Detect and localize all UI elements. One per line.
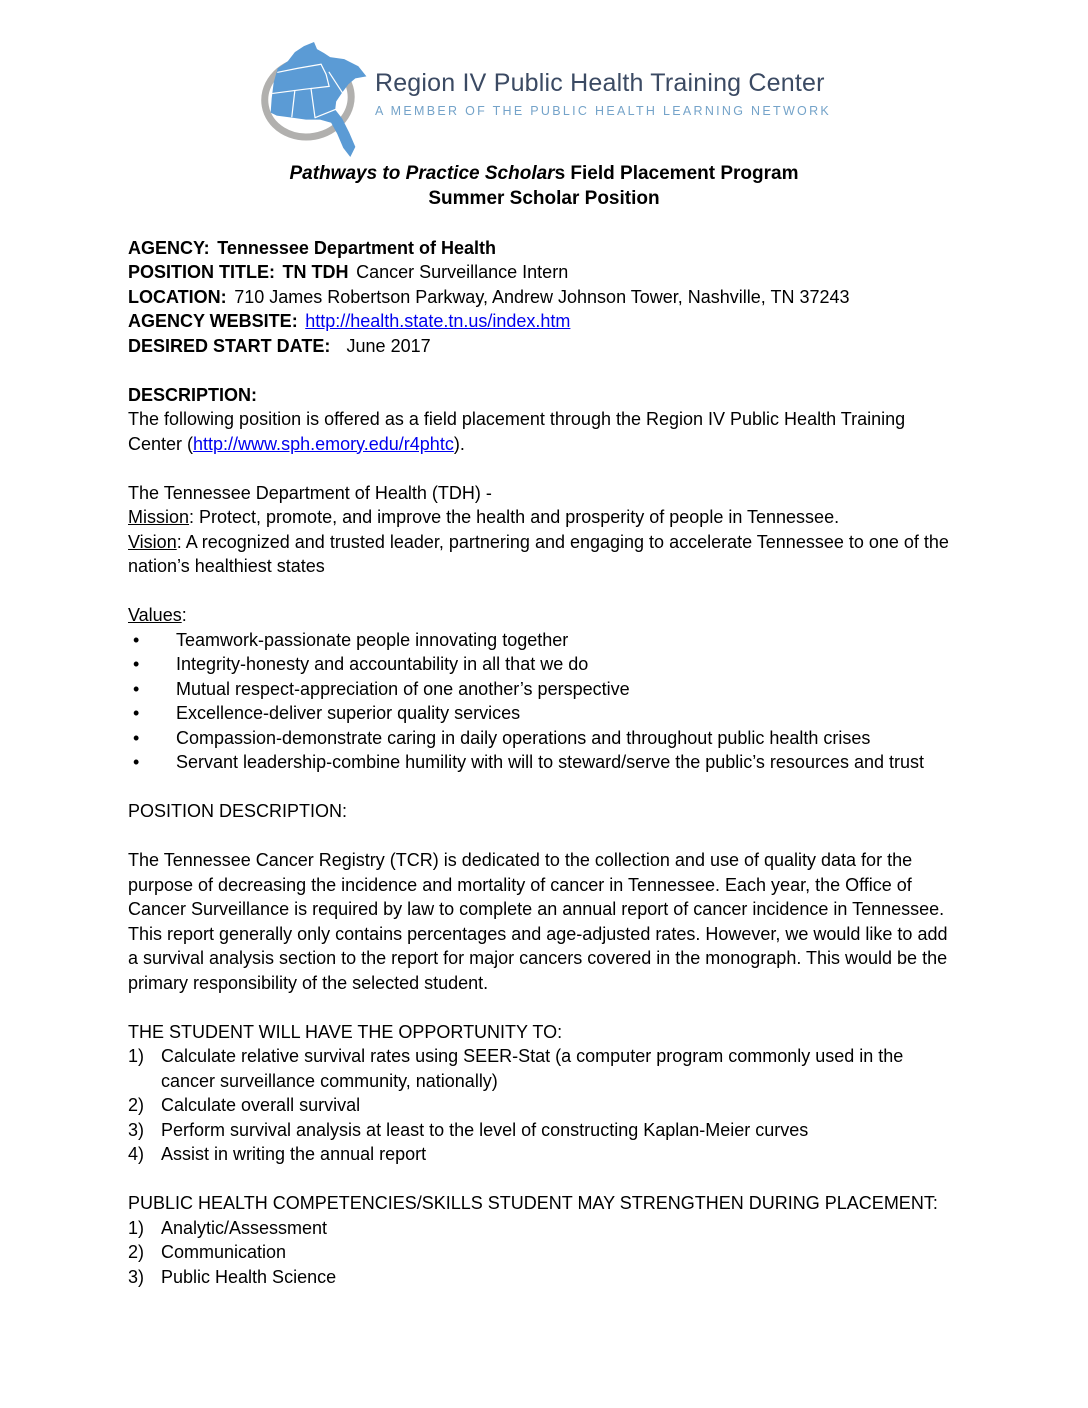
- value-item: [128, 750, 960, 775]
- item-text: Public Health Science: [161, 1266, 337, 1287]
- item-number: 1): [128, 1046, 145, 1066]
- values-list: [128, 628, 960, 775]
- start-date-value: June 2017: [346, 335, 431, 356]
- doc-title-program-name: Pathways to Practice Scholar: [289, 163, 555, 184]
- r4phtc-link[interactable]: http://www.sph.emory.edu/r4phtc: [193, 433, 454, 454]
- opportunity-item: [128, 1118, 960, 1143]
- item-text: Assist in writing the annual report: [161, 1144, 427, 1164]
- value-item-text: Compassion-demonstrate caring in daily operations and throughout public health crises: [176, 727, 871, 748]
- vision-text: : A recognized and trusted leader, partnering and engaging to accelerate Tennessee to one of the nation’s healthiest states: [128, 531, 949, 576]
- logo-subtitle: A MEMBER OF THE PUBLIC HEALTH LEARNING NETWORK: [374, 103, 832, 118]
- value-item-text: Integrity-honesty and accountability in all that we do: [176, 654, 589, 674]
- item-text: Perform survival analysis at least to the level of constructing Kaplan-Meier curves: [161, 1119, 809, 1140]
- location-line: [128, 285, 960, 310]
- value-item: [128, 701, 960, 726]
- values-heading-line: [128, 603, 960, 628]
- value-item: [128, 628, 960, 653]
- description-text-before-link: The following position is offered as a field placement through the Region IV Public Health Training Center (: [128, 409, 906, 454]
- doc-title-line1: [128, 162, 960, 187]
- competency-item: [128, 1240, 960, 1265]
- agency-line: [128, 236, 960, 261]
- competencies-list: [128, 1216, 960, 1290]
- opportunity-item: [128, 1142, 960, 1167]
- agency-value: Tennessee Department of Health: [217, 237, 496, 258]
- value-item: [128, 726, 960, 751]
- location-value: 710 James Robertson Parkway, Andrew Johnson Tower, Nashville, TN 37243: [234, 286, 850, 307]
- item-number: 1): [128, 1217, 145, 1238]
- position-title-value: Cancer Surveillance Intern: [356, 262, 569, 282]
- item-number: 4): [128, 1144, 145, 1164]
- item-number: 3): [128, 1266, 145, 1287]
- location-label: LOCATION:: [128, 286, 227, 307]
- description-text-after-link: ).: [453, 433, 465, 454]
- start-date-label: DESIRED START DATE:: [128, 335, 331, 356]
- competency-item: [128, 1216, 960, 1241]
- agency-website-line: [128, 309, 960, 334]
- position-description-paragraph: The Tennessee Cancer Registry (TCR) is dedicated to the collection and use of quality data for the purpose of decreasing the incidence and mortality of cancer in Tennessee. Each year, the Office of Cancer Surveillance is required by law to complete an annual report of cancer incidence in Tennessee. This report generally only contains percentages and age-adjusted rates. However, we would like to add a survival analysis section to the report for major cancers covered in the monograph. This would be the primary responsibility of the selected student.: [128, 850, 948, 993]
- agency-website-label: AGENCY WEBSITE:: [128, 311, 298, 331]
- document-body: [128, 162, 960, 1289]
- item-text: Calculate relative survival rates using SEER-Stat (a computer program commonly used in the cancer surveillance community, nationally): [161, 1046, 904, 1091]
- start-date-line: [128, 334, 960, 359]
- values-heading-colon: :: [181, 605, 187, 625]
- opportunity-item: [128, 1044, 960, 1093]
- logo-text-block: [375, 36, 831, 118]
- value-item: [128, 652, 960, 677]
- description-paragraph: [128, 407, 960, 456]
- position-description-heading: POSITION DESCRIPTION:: [128, 801, 348, 821]
- value-item-text: Mutual respect-appreciation of one another’s perspective: [176, 678, 630, 699]
- value-item-text: Teamwork-passionate people innovating together: [176, 629, 569, 650]
- values-heading: Values: [128, 605, 182, 625]
- competencies-heading: PUBLIC HEALTH COMPETENCIES/SKILLS STUDENT MAY STRENGTHEN DURING PLACEMENT:: [128, 1193, 938, 1213]
- vision-line: [128, 530, 960, 579]
- mission-line: [128, 505, 960, 530]
- opportunities-list: [128, 1044, 960, 1167]
- item-number: 3): [128, 1119, 145, 1140]
- tdh-intro-line: The Tennessee Department of Health (TDH) -: [128, 482, 492, 503]
- logo-title: Region IV Public Health Training Center: [374, 69, 825, 97]
- southeast-us-region-map-icon: [257, 36, 369, 162]
- item-text: Communication: [161, 1242, 287, 1262]
- opportunity-item: [128, 1093, 960, 1118]
- vision-label: Vision: [128, 531, 177, 552]
- description-heading: DESCRIPTION:: [128, 384, 258, 405]
- position-title-line: [128, 260, 960, 285]
- position-title-bold: TN TDH: [282, 262, 349, 282]
- mission-label: Mission: [128, 507, 190, 527]
- doc-title-line1-rest: s Field Placement Program: [554, 163, 799, 184]
- position-title-label: POSITION TITLE:: [128, 262, 275, 282]
- competency-item: [128, 1265, 960, 1290]
- item-number: 2): [128, 1095, 145, 1115]
- item-text: Analytic/Assessment: [161, 1217, 328, 1238]
- agency-website-link[interactable]: http://health.state.tn.us/index.htm: [305, 311, 571, 331]
- doc-title-line2: Summer Scholar Position: [428, 187, 660, 209]
- item-text: Calculate overall survival: [161, 1095, 361, 1115]
- value-item: [128, 677, 960, 702]
- agency-label: AGENCY:: [128, 237, 210, 258]
- opportunities-heading: THE STUDENT WILL HAVE THE OPPORTUNITY TO:: [128, 1021, 563, 1042]
- value-item-text: Excellence-deliver superior quality services: [176, 703, 521, 723]
- org-logo: [128, 36, 960, 162]
- item-number: 2): [128, 1242, 145, 1262]
- mission-text: : Protect, promote, and improve the health and prosperity of people in Tennessee.: [189, 507, 840, 527]
- value-item-text: Servant leadership-combine humility with will to steward/serve the public’s resources and trust: [176, 752, 925, 772]
